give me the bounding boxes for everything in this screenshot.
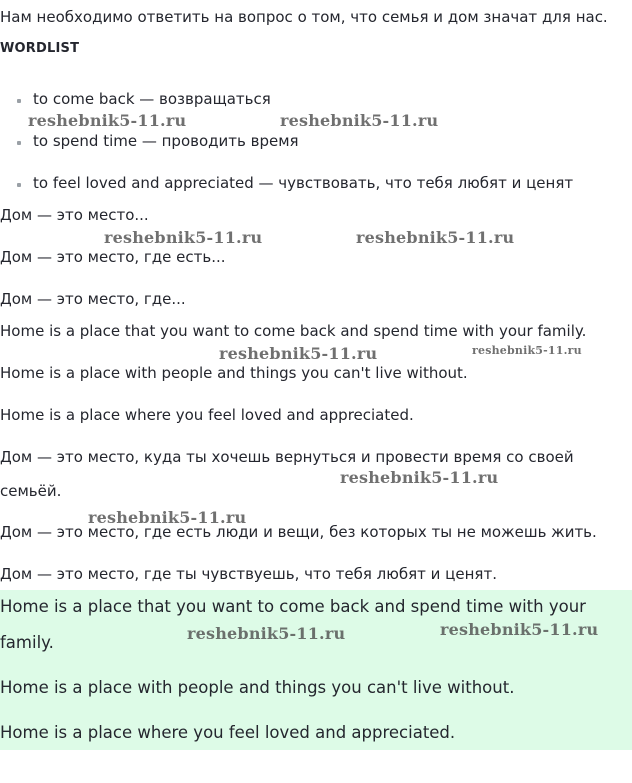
bullet-icon <box>17 99 21 103</box>
russian-translation: Дом — это место, куда ты хочешь вернуться и провести время со своей <box>0 448 574 466</box>
bullet-icon <box>17 183 21 187</box>
answer-box <box>0 590 632 750</box>
bullet-icon <box>17 141 21 145</box>
watermark: reshebnik5-11.ru <box>356 228 515 247</box>
intro-text: Нам необходимо ответить на вопрос о том, что семья и дом значат для нас. <box>0 8 608 26</box>
english-sentence: Home is a place that you want to come back and spend time with your family. <box>0 322 587 340</box>
wordlist-item: to come back — возвращаться <box>33 90 271 108</box>
english-sentence: Home is a place with people and things you can't live without. <box>0 364 468 382</box>
prompt-line: Дом — это место, где есть... <box>0 248 226 266</box>
russian-translation: семьёй. <box>0 482 62 500</box>
wordlist-item: to feel loved and appreciated — чувствовать, что тебя любят и ценят <box>33 174 574 192</box>
watermark: reshebnik5-11.ru <box>280 111 439 130</box>
answer-line: Home is a place that you want to come back and spend time with your <box>0 597 586 616</box>
answer-line: Home is a place with people and things you can't live without. <box>0 678 515 697</box>
prompt-line: Дом — это место, где... <box>0 290 186 308</box>
russian-translation: Дом — это место, где есть люди и вещи, без которых ты не можешь жить. <box>0 523 597 541</box>
answer-line: family. <box>0 633 54 652</box>
watermark: reshebnik5-11.ru <box>88 508 247 527</box>
watermark: reshebnik5-11.ru <box>187 624 346 643</box>
watermark: reshebnik5-11.ru <box>340 468 499 487</box>
watermark: reshebnik5-11.ru <box>28 111 187 130</box>
watermark: reshebnik5-11.ru <box>440 620 599 639</box>
russian-translation: Дом — это место, где ты чувствуешь, что тебя любят и ценят. <box>0 565 497 583</box>
watermark: reshebnik5-11.ru <box>472 344 582 357</box>
wordlist-heading: WORDLIST <box>0 41 80 56</box>
english-sentence: Home is a place where you feel loved and appreciated. <box>0 406 414 424</box>
watermark: reshebnik5-11.ru <box>104 228 263 247</box>
watermark: reshebnik5-11.ru <box>219 344 378 363</box>
wordlist-item: to spend time — проводить время <box>33 132 299 150</box>
answer-line: Home is a place where you feel loved and appreciated. <box>0 723 456 742</box>
prompt-line: Дом — это место... <box>0 206 149 224</box>
